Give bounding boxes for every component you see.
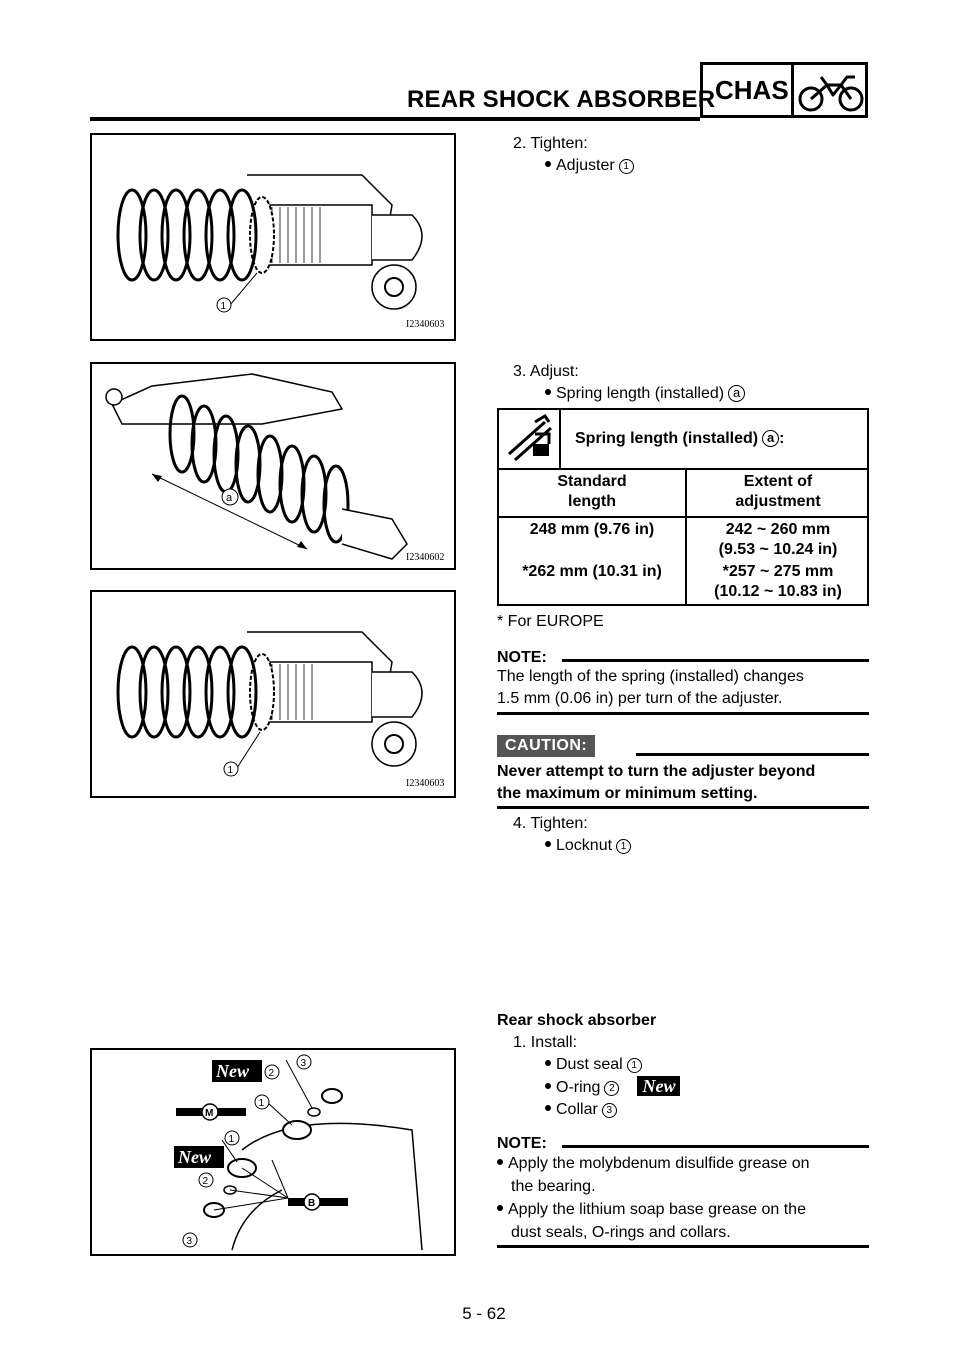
step-item-label: Spring length (installed): [556, 385, 725, 402]
bullet-icon: [545, 1060, 551, 1066]
new-part-badge: New: [637, 1076, 680, 1096]
spec-col-header: Standard length: [557, 473, 627, 510]
figure-callout: 1: [220, 301, 227, 312]
spec-table-divider: [499, 516, 867, 518]
figure-id: I2340602: [406, 552, 445, 563]
step-item-label: Locknut: [556, 837, 613, 854]
note-bullet: Apply the molybdenum disulfide grease on: [497, 1153, 810, 1175]
section-code: CHAS: [715, 75, 789, 105]
figure-callout: 2: [268, 1068, 275, 1079]
spec-value: 242 ~ 260 mm (9.53 ~ 10.24 in): [718, 521, 838, 558]
footnote: * For EUROPE: [497, 613, 604, 630]
spec-col-header: Extent of adjustment: [735, 473, 821, 510]
note-text: 1.5 mm (0.06 in) per turn of the adjuster.: [497, 690, 783, 707]
spec-value: *257 ~ 275 mm (10.12 ~ 10.83 in): [714, 563, 842, 600]
figure-install: [90, 1048, 456, 1256]
note-text: dust seals, O-rings and collars.: [511, 1224, 731, 1241]
step-item-label: Dust seal: [556, 1056, 623, 1073]
bullet-icon: [497, 1205, 503, 1211]
step-item-label: Adjuster: [556, 157, 615, 174]
bullet-icon: [497, 1159, 503, 1165]
grease-m-label: M: [205, 1108, 214, 1119]
spec-table-title: Spring length (installed) a :: [575, 430, 785, 447]
note-bullet: Apply the lithium soap base grease on the: [497, 1199, 806, 1221]
ref-marker: a: [728, 385, 745, 402]
figure-id: I2340603: [406, 319, 445, 330]
new-part-badge: New: [178, 1147, 211, 1167]
ref-marker: 1: [627, 1058, 642, 1073]
ref-marker: 3: [602, 1103, 617, 1118]
ref-marker: 1: [616, 839, 631, 854]
ref-marker: a: [762, 430, 779, 447]
caution-label: CAUTION:: [497, 735, 595, 757]
figure-callout: 1: [258, 1098, 265, 1109]
grease-b-label: B: [308, 1198, 316, 1209]
figure-callout: 2: [202, 1176, 209, 1187]
header-rule: [90, 117, 700, 121]
note-text: the bearing.: [511, 1178, 596, 1195]
shock-absorber-drawing: [92, 135, 454, 339]
step-item-label: O-ring: [556, 1079, 601, 1096]
step-item: [545, 383, 745, 405]
figure-callout: 1: [228, 1134, 235, 1145]
spec-table-divider: [559, 410, 561, 468]
spec-value: *262 mm (10.31 in): [522, 563, 662, 580]
step-item: [545, 835, 631, 857]
step-heading: 1. Install:: [513, 1034, 578, 1051]
figure-callout: 3: [186, 1236, 193, 1247]
note-rule: [562, 1145, 869, 1148]
note-label: NOTE:: [497, 649, 547, 666]
spec-value: 248 mm (9.76 in): [529, 521, 655, 538]
figure-callout: 1: [227, 765, 234, 776]
ref-marker: 1: [619, 159, 634, 174]
bullet-icon: [545, 389, 551, 395]
page-number: 5 - 62: [462, 1304, 506, 1323]
note-rule: [562, 659, 869, 662]
caution-text: Never attempt to turn the adjuster beyond: [497, 763, 816, 780]
note-rule: [497, 1245, 869, 1248]
spec-table: [497, 408, 869, 606]
caliper-icon: [505, 414, 555, 464]
caution-rule: [636, 753, 869, 756]
motorcycle-icon: [797, 69, 867, 115]
caution-rule: [497, 806, 869, 809]
section-tab: [700, 62, 868, 118]
figure-spring-length: [90, 362, 456, 570]
figure-adjuster: [90, 133, 456, 341]
spec-table-title-row: [499, 410, 867, 470]
bullet-icon: [545, 1105, 551, 1111]
bullet-icon: [545, 1083, 551, 1089]
shock-absorber-drawing: [92, 364, 454, 568]
figure-callout: a: [226, 492, 233, 504]
step-item: [545, 1076, 680, 1099]
step-heading: 3. Adjust:: [513, 363, 579, 380]
caution-text: the maximum or minimum setting.: [497, 785, 758, 802]
shock-absorber-drawing: [92, 592, 454, 796]
section-heading: Rear shock absorber: [497, 1012, 657, 1029]
swingarm-drawing: [92, 1050, 454, 1254]
note-rule: [497, 712, 869, 715]
step-item-label: Collar: [556, 1101, 598, 1118]
step-item: [545, 1099, 617, 1121]
step-heading: 4. Tighten:: [513, 815, 588, 832]
ref-marker: 2: [604, 1081, 619, 1096]
page-title: REAR SHOCK ABSORBER: [407, 86, 716, 113]
figure-locknut: [90, 590, 456, 798]
figure-callout: 3: [300, 1058, 307, 1069]
note-text: The length of the spring (installed) changes: [497, 668, 804, 685]
step-heading: 2. Tighten:: [513, 135, 588, 152]
bullet-icon: [545, 841, 551, 847]
figure-id: I2340603: [406, 778, 445, 789]
section-tab-divider: [791, 65, 794, 115]
new-part-badge: New: [216, 1061, 249, 1081]
bullet-icon: [545, 161, 551, 167]
step-item: [545, 1054, 642, 1076]
step-item: [545, 155, 634, 177]
note-label: NOTE:: [497, 1135, 547, 1152]
